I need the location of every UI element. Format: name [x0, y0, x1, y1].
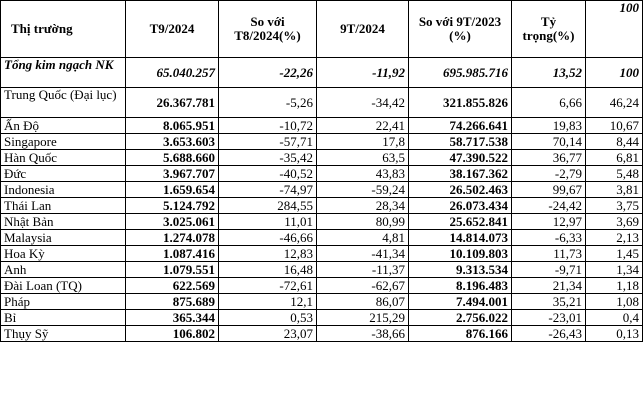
- market-name: Hàn Quốc: [1, 150, 126, 166]
- market-name: Singapore: [1, 134, 126, 150]
- value-share: 3,81: [586, 182, 643, 198]
- value-vs-9m-prev: -41,34: [317, 246, 409, 262]
- value-share: 0,13: [586, 326, 643, 342]
- value-9m: 38.167.362: [409, 166, 512, 182]
- total-growth: 13,52: [512, 58, 586, 88]
- value-share: 5,48: [586, 166, 643, 182]
- total-vs-9m-prev: -11,92: [317, 58, 409, 88]
- value-vs-t8: 23,07: [219, 326, 317, 342]
- value-t9: 875.689: [126, 294, 219, 310]
- value-growth: 11,73: [512, 246, 586, 262]
- table-row: [1, 150, 643, 166]
- market-name: Indonesia: [1, 182, 126, 198]
- market-name: Bỉ: [1, 310, 126, 326]
- value-9m: 25.652.841: [409, 214, 512, 230]
- value-share: 1,45: [586, 246, 643, 262]
- value-share: 10,67: [586, 118, 643, 134]
- value-9m: 58.717.538: [409, 134, 512, 150]
- market-name: Nhật Bản: [1, 214, 126, 230]
- header-market: Thị trường: [1, 1, 126, 58]
- value-vs-9m-prev: 43,83: [317, 166, 409, 182]
- value-growth: -9,71: [512, 262, 586, 278]
- value-growth: -6,33: [512, 230, 586, 246]
- value-t9: 8.065.951: [126, 118, 219, 134]
- value-growth: 6,66: [512, 88, 586, 118]
- market-name: Hoa Kỳ: [1, 246, 126, 262]
- market-name: Pháp: [1, 294, 126, 310]
- table-row: [1, 214, 643, 230]
- value-9m: 9.313.534: [409, 262, 512, 278]
- value-vs-9m-prev: -59,24: [317, 182, 409, 198]
- value-vs-9m-prev: -38,66: [317, 326, 409, 342]
- value-vs-t8: 12,83: [219, 246, 317, 262]
- header-last: 100: [586, 1, 643, 58]
- value-vs-9m-prev: 28,34: [317, 198, 409, 214]
- total-t9: 65.040.257: [126, 58, 219, 88]
- value-growth: 35,21: [512, 294, 586, 310]
- value-vs-9m-prev: 4,81: [317, 230, 409, 246]
- value-9m: 2.756.022: [409, 310, 512, 326]
- total-name: Tổng kim ngạch NK: [1, 58, 126, 88]
- value-t9: 106.802: [126, 326, 219, 342]
- table-row: [1, 326, 643, 342]
- value-t9: 26.367.781: [126, 88, 219, 118]
- total-9m: 695.985.716: [409, 58, 512, 88]
- value-t9: 5.688.660: [126, 150, 219, 166]
- market-name: Đức: [1, 166, 126, 182]
- value-share: 1,34: [586, 262, 643, 278]
- value-t9: 1.079.551: [126, 262, 219, 278]
- value-9m: 876.166: [409, 326, 512, 342]
- value-growth: 99,67: [512, 182, 586, 198]
- value-growth: -26,43: [512, 326, 586, 342]
- value-growth: 36,77: [512, 150, 586, 166]
- value-t9: 3.653.603: [126, 134, 219, 150]
- value-vs-9m-prev: 22,41: [317, 118, 409, 134]
- value-vs-t8: 16,48: [219, 262, 317, 278]
- total-vs-t8: -22,26: [219, 58, 317, 88]
- value-share: 2,13: [586, 230, 643, 246]
- market-name: Thụy Sỹ: [1, 326, 126, 342]
- total-share: 100: [586, 58, 643, 88]
- value-t9: 1.274.078: [126, 230, 219, 246]
- value-growth: -2,79: [512, 166, 586, 182]
- market-name: Trung Quốc (Đại lục): [1, 88, 126, 118]
- value-vs-9m-prev: 17,8: [317, 134, 409, 150]
- header-t9: T9/2024: [126, 1, 219, 58]
- value-vs-t8: -10,72: [219, 118, 317, 134]
- header-vs-t8: So với T8/2024(%): [219, 1, 317, 58]
- value-growth: -24,42: [512, 198, 586, 214]
- market-name: Thái Lan: [1, 198, 126, 214]
- value-vs-9m-prev: 63,5: [317, 150, 409, 166]
- total-row: [1, 58, 643, 88]
- table-row: [1, 230, 643, 246]
- value-9m: 26.502.463: [409, 182, 512, 198]
- value-vs-t8: 12,1: [219, 294, 317, 310]
- value-growth: -23,01: [512, 310, 586, 326]
- value-vs-9m-prev: 80,99: [317, 214, 409, 230]
- value-vs-t8: -57,71: [219, 134, 317, 150]
- table-row: [1, 310, 643, 326]
- table-row: [1, 166, 643, 182]
- value-t9: 1.659.654: [126, 182, 219, 198]
- table-body: [1, 58, 643, 342]
- market-name: Đài Loan (TQ): [1, 278, 126, 294]
- value-share: 3,69: [586, 214, 643, 230]
- value-9m: 74.266.641: [409, 118, 512, 134]
- table-row: [1, 134, 643, 150]
- table-row: [1, 198, 643, 214]
- table-row: [1, 262, 643, 278]
- market-name: Ấn Độ: [1, 118, 126, 134]
- value-share: 46,24: [586, 88, 643, 118]
- value-growth: 12,97: [512, 214, 586, 230]
- value-9m: 7.494.001: [409, 294, 512, 310]
- value-growth: 21,34: [512, 278, 586, 294]
- table-row: [1, 278, 643, 294]
- value-vs-9m-prev: -62,67: [317, 278, 409, 294]
- value-vs-t8: -5,26: [219, 88, 317, 118]
- value-share: 6,81: [586, 150, 643, 166]
- value-vs-t8: -46,66: [219, 230, 317, 246]
- value-vs-9m-prev: 215,29: [317, 310, 409, 326]
- value-share: 0,4: [586, 310, 643, 326]
- value-vs-9m-prev: -34,42: [317, 88, 409, 118]
- table-header: [1, 1, 643, 58]
- value-vs-t8: -40,52: [219, 166, 317, 182]
- value-share: 1,18: [586, 278, 643, 294]
- value-vs-9m-prev: 86,07: [317, 294, 409, 310]
- value-9m: 26.073.434: [409, 198, 512, 214]
- value-9m: 321.855.826: [409, 88, 512, 118]
- market-name: Anh: [1, 262, 126, 278]
- value-vs-9m-prev: -11,37: [317, 262, 409, 278]
- value-9m: 47.390.522: [409, 150, 512, 166]
- value-t9: 365.344: [126, 310, 219, 326]
- table-row: [1, 182, 643, 198]
- value-vs-t8: 284,55: [219, 198, 317, 214]
- value-vs-t8: 0,53: [219, 310, 317, 326]
- value-vs-t8: 11,01: [219, 214, 317, 230]
- header-row: [1, 1, 643, 58]
- value-vs-t8: -74,97: [219, 182, 317, 198]
- table-row: [1, 118, 643, 134]
- value-t9: 3.967.707: [126, 166, 219, 182]
- value-t9: 622.569: [126, 278, 219, 294]
- table-row: [1, 294, 643, 310]
- value-t9: 3.025.061: [126, 214, 219, 230]
- value-share: 3,75: [586, 198, 643, 214]
- value-vs-t8: -72,61: [219, 278, 317, 294]
- value-vs-t8: -35,42: [219, 150, 317, 166]
- value-9m: 8.196.483: [409, 278, 512, 294]
- value-t9: 5.124.792: [126, 198, 219, 214]
- header-vs-9m2023: So với 9T/2023 (%): [409, 1, 512, 58]
- value-share: 1,08: [586, 294, 643, 310]
- value-9m: 14.814.073: [409, 230, 512, 246]
- value-9m: 10.109.803: [409, 246, 512, 262]
- table-row: [1, 88, 643, 118]
- table-row: [1, 246, 643, 262]
- market-name: Malaysia: [1, 230, 126, 246]
- value-growth: 70,14: [512, 134, 586, 150]
- header-9m: 9T/2024: [317, 1, 409, 58]
- header-share: Tỷ trọng(%): [512, 1, 586, 58]
- value-share: 8,44: [586, 134, 643, 150]
- value-growth: 19,83: [512, 118, 586, 134]
- value-t9: 1.087.416: [126, 246, 219, 262]
